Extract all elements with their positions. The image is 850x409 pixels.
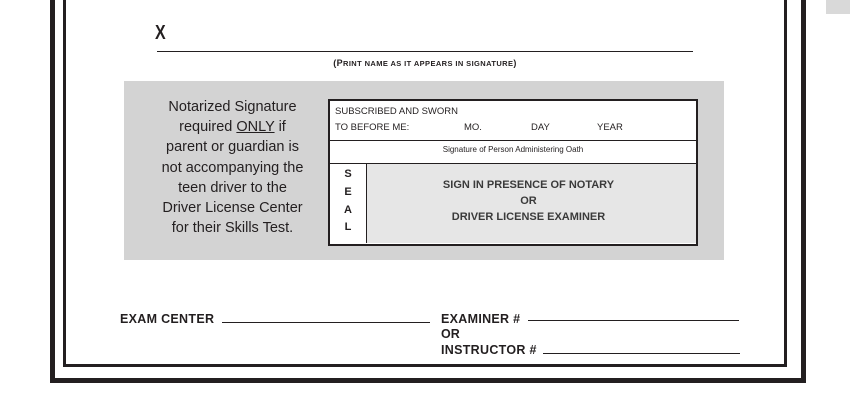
- instructor-field[interactable]: [543, 353, 740, 354]
- seal-letter: S: [344, 168, 352, 180]
- year-label: YEAR: [597, 122, 623, 133]
- day-label: DAY: [531, 122, 550, 133]
- notary-note-line: for their Skills Test.: [171, 220, 294, 237]
- exam-center-field[interactable]: [222, 322, 430, 323]
- notary-note-line: teen driver to the: [178, 179, 287, 196]
- corner-shade: [826, 0, 850, 14]
- examiner-field[interactable]: [528, 320, 739, 321]
- oath-signature-line[interactable]: [330, 140, 696, 141]
- to-before-me-label: TO BEFORE ME:: [335, 122, 410, 133]
- notary-note-line: required ONLY if: [179, 119, 286, 136]
- or-label: OR: [441, 327, 460, 341]
- seal-instruction-line: DRIVER LICENSE EXAMINER: [451, 211, 606, 223]
- signature-line[interactable]: [157, 51, 693, 52]
- seal-instructions: [367, 177, 690, 225]
- print-name-caption: (PRINT NAME AS IT APPEARS IN SIGNATURE): [333, 58, 517, 68]
- notary-note-line: parent or guardian is: [166, 139, 299, 156]
- subscribed-label: SUBSCRIBED AND SWORN: [335, 106, 458, 117]
- seal-letter: A: [344, 204, 352, 216]
- seal-letter: E: [344, 186, 352, 198]
- seal-column: [330, 164, 367, 243]
- seal-instruction-line: OR: [520, 195, 537, 207]
- notary-note: [140, 97, 325, 238]
- instructor-label: INSTRUCTOR #: [441, 343, 537, 357]
- seal-letter: L: [344, 221, 352, 233]
- notary-note-line: Driver License Center: [162, 200, 303, 217]
- signature-mark: X: [155, 22, 166, 44]
- month-label: MO.: [464, 122, 482, 133]
- oath-signature-caption: Signature of Person Administering Oath: [442, 145, 584, 154]
- examiner-label: EXAMINER #: [441, 312, 521, 326]
- notary-note-line: not accompanying the: [161, 159, 304, 176]
- seal-instruction-line: SIGN IN PRESENCE OF NOTARY: [442, 179, 615, 191]
- notary-note-line: Notarized Signature: [168, 99, 297, 115]
- exam-center-label: EXAM CENTER: [120, 312, 215, 326]
